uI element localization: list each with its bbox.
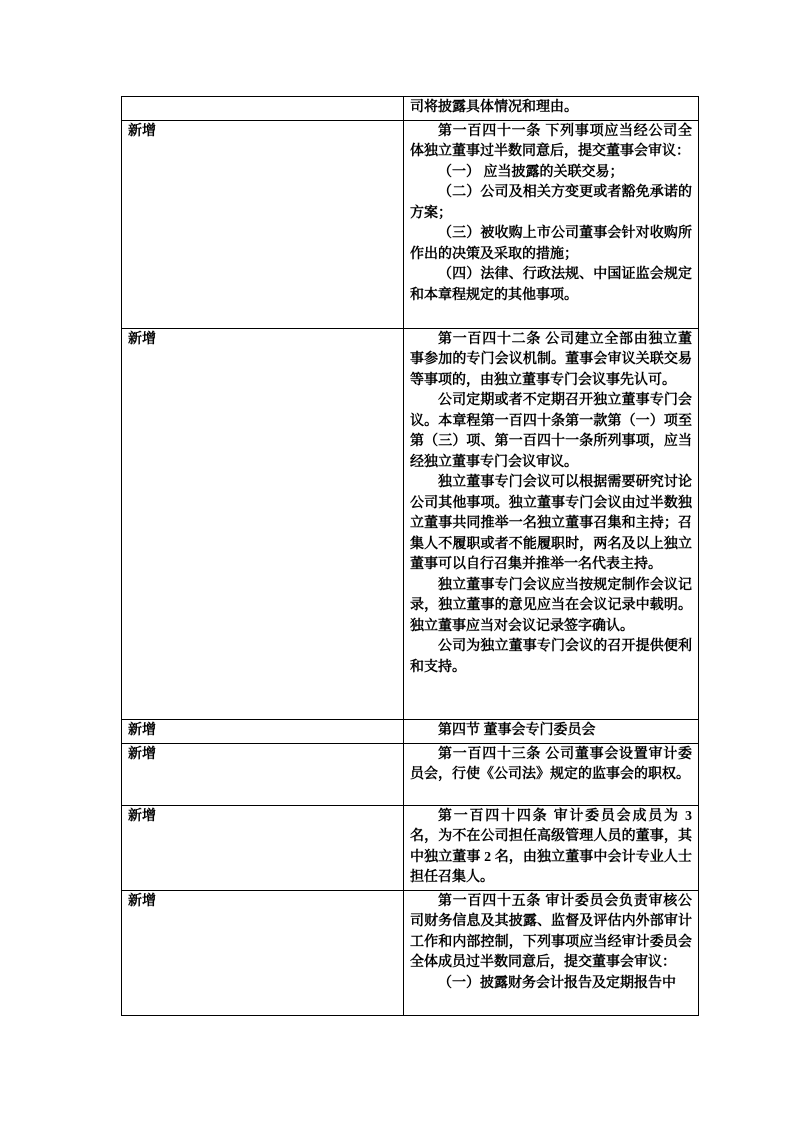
change-type-label: 新增 bbox=[128, 123, 156, 139]
paragraph: 第一百四十一条 下列事项应当经公司全体独立董事过半数同意后，提交董事会审议： bbox=[410, 123, 692, 159]
content-cell bbox=[404, 719, 699, 743]
change-type-label: 新增 bbox=[128, 331, 156, 347]
paragraph: 司将披露具体情况和理由。 bbox=[410, 100, 578, 115]
table-row bbox=[122, 328, 699, 719]
paragraph: （三）被收购上市公司董事会针对收购所作出的决策及采取的措施； bbox=[410, 226, 692, 262]
content-cell bbox=[404, 743, 699, 805]
change-type-cell bbox=[122, 743, 404, 805]
table-row bbox=[122, 97, 699, 121]
content-cell bbox=[404, 890, 699, 1015]
change-type-cell bbox=[122, 328, 404, 719]
content-cell bbox=[404, 120, 699, 328]
paragraph: （二）公司及相关方变更或者豁免承诺的方案； bbox=[410, 185, 692, 221]
amendment-table bbox=[121, 96, 699, 1016]
change-type-cell bbox=[122, 97, 404, 121]
paragraph: 公司为独立董事专门会议的召开提供便利和支持。 bbox=[410, 639, 692, 675]
section-heading: 第四节 董事会专门委员会 bbox=[438, 722, 596, 738]
change-type-cell bbox=[122, 890, 404, 1015]
table-row bbox=[122, 120, 699, 328]
change-type-cell bbox=[122, 719, 404, 743]
paragraph: 独立董事专门会议可以根据需要研究讨论公司其他事项。独立董事专门会议由过半数独立董事共同推举一名独立董事召集和主持；召集人不履职或者不能履职时，两名及以上独立董事可以自行召集并推举一名代表主持。 bbox=[410, 475, 692, 572]
table-row bbox=[122, 890, 699, 1015]
change-type-label: 新增 bbox=[128, 808, 156, 824]
paragraph: 第一百四十四条 审计委员会成员为 3 名，为不在公司担任高级管理人员的董事，其中独立董事 2 名，由独立董事中会计专业人士担任召集人。 bbox=[410, 808, 692, 885]
change-type-cell bbox=[122, 120, 404, 328]
change-type-label: 新增 bbox=[128, 893, 156, 909]
paragraph: 独立董事专门会议应当按规定制作会议记录，独立董事的意见应当在会议记录中载明。独立董事应当对会议记录签字确认。 bbox=[410, 577, 692, 634]
paragraph: 第一百四十三条 公司董事会设置审计委员会，行使《公司法》规定的监事会的职权。 bbox=[410, 746, 692, 782]
content-cell bbox=[404, 805, 699, 890]
paragraph: （一） 应当披露的关联交易； bbox=[438, 164, 624, 180]
content-cell bbox=[404, 97, 699, 121]
table-row bbox=[122, 743, 699, 805]
paragraph: 第一百四十二条 公司建立全部由独立董事参加的专门会议机制。董事会审议关联交易等事项的，由独立董事专门会议事先认可。 bbox=[410, 331, 692, 388]
paragraph: （一）披露财务会计报告及定期报告中 bbox=[438, 975, 676, 991]
content-cell bbox=[404, 328, 699, 719]
paragraph: （四）法律、行政法规、中国证监会规定和本章程规定的其他事项。 bbox=[410, 267, 692, 303]
table-row bbox=[122, 719, 699, 743]
change-type-label: 新增 bbox=[128, 746, 156, 762]
change-type-label: 新增 bbox=[128, 722, 156, 738]
paragraph: 第一百四十五条 审计委员会负责审核公司财务信息及其披露、监督及评估内外部审计工作和内部控制，下列事项应当经审计委员会全体成员过半数同意后，提交董事会审议： bbox=[410, 893, 692, 970]
paragraph: 公司定期或者不定期召开独立董事专门会议。本章程第一百四十条第一款第（一）项至第（三）项、第一百四十一条所列事项，应当经独立董事专门会议审议。 bbox=[410, 393, 692, 470]
table-row bbox=[122, 805, 699, 890]
change-type-cell bbox=[122, 805, 404, 890]
